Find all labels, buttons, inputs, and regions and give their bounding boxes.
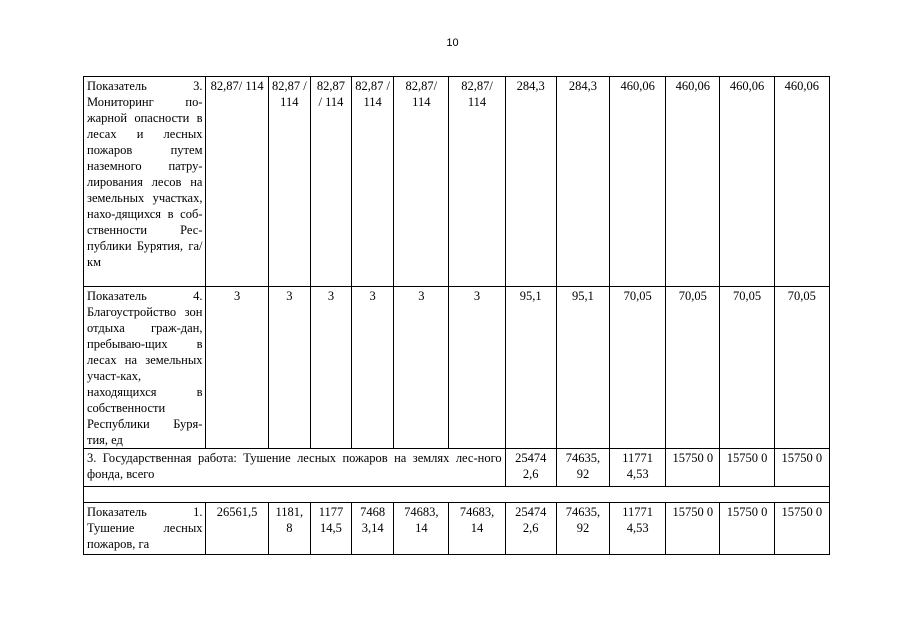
table-cell: 15750 0 — [666, 503, 720, 555]
table-cell: 3 — [268, 287, 310, 449]
table-cell: 460,06 — [720, 77, 774, 287]
table-cell: 284,3 — [505, 77, 556, 287]
table-cell: 3 — [206, 287, 268, 449]
table-cell: 1181, 8 — [268, 503, 310, 555]
table-cell: 74683, 14 — [449, 503, 505, 555]
table-cell: 70,05 — [666, 287, 720, 449]
table-cell: 284,3 — [556, 77, 609, 287]
table-cell: 460,06 — [666, 77, 720, 287]
table-cell: 3 — [352, 287, 394, 449]
table-cell: 82,87 / 114 — [352, 77, 394, 287]
table-cell: 95,1 — [556, 287, 609, 449]
table-cell: 74635, 92 — [556, 449, 609, 487]
table-cell: 1177 14,5 — [310, 503, 351, 555]
table-cell: 26561,5 — [206, 503, 268, 555]
table-row — [84, 487, 830, 503]
table-cell: 82,87 / 114 — [268, 77, 310, 287]
row-label: Показатель 3. Мониторинг по-жарной опасности в лесах и лесных пожаров путем наземного патру-лирования лесов на земельных участках, нахо-дящихся в соб-ственности Рес-публики Бурятия, га/км — [84, 77, 206, 287]
row-label: Показатель 4. Благоустройство зон отдыха граж-дан, пребываю-щих в лесах на земельных участ-ках, находящихся в собственности Республики Буря-тия, ед — [84, 287, 206, 449]
table-cell: 70,05 — [610, 287, 666, 449]
budget-table — [83, 76, 830, 555]
section-label: 3. Государственная работа: Тушение лесных пожаров на землях лес-ного фонда, всего — [84, 449, 506, 487]
table-row — [84, 503, 830, 555]
table-cell: 460,06 — [610, 77, 666, 287]
table-cell: 11771 4,53 — [610, 449, 666, 487]
table-cell: 95,1 — [505, 287, 556, 449]
table-cell: 70,05 — [774, 287, 829, 449]
table-cell: 15750 0 — [720, 449, 774, 487]
table-cell: 82,87/ 114 — [449, 77, 505, 287]
table-cell: 15750 0 — [774, 503, 829, 555]
table-cell: 3 — [449, 287, 505, 449]
table-row — [84, 77, 830, 287]
table-cell: 74635, 92 — [556, 503, 609, 555]
table-cell: 7468 3,14 — [352, 503, 394, 555]
table-cell: 82,87 / 114 — [310, 77, 351, 287]
table-row — [84, 287, 830, 449]
table-cell: 15750 0 — [720, 503, 774, 555]
page-number: 10 — [446, 37, 459, 49]
table-cell: 25474 2,6 — [505, 449, 556, 487]
table-cell: 25474 2,6 — [505, 503, 556, 555]
table-cell: 15750 0 — [774, 449, 829, 487]
table-cell: 74683, 14 — [394, 503, 449, 555]
table-cell: 11771 4,53 — [610, 503, 666, 555]
table-cell: 3 — [394, 287, 449, 449]
row-label: Показатель 1. Тушение лесных пожаров, га — [84, 503, 206, 555]
table-cell: 82,87/ 114 — [394, 77, 449, 287]
table-cell: 70,05 — [720, 287, 774, 449]
table-cell: 82,87/ 114 — [206, 77, 268, 287]
spacer-cell — [84, 487, 830, 503]
table-cell: 15750 0 — [666, 449, 720, 487]
table-row — [84, 449, 830, 487]
table-cell: 3 — [310, 287, 351, 449]
table-cell: 460,06 — [774, 77, 829, 287]
